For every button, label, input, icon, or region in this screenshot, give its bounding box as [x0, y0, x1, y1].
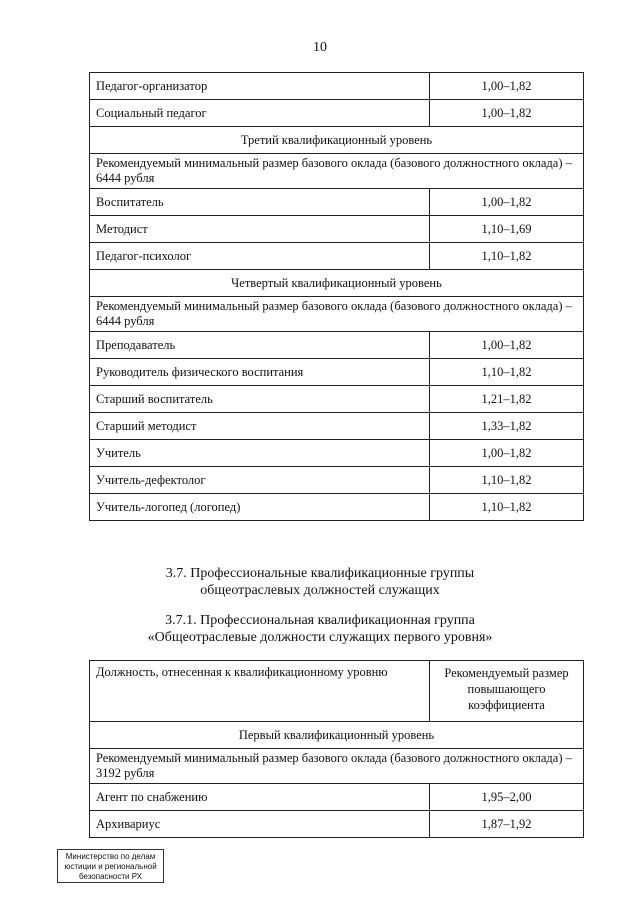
- table-row: [90, 494, 584, 521]
- table-row: [90, 359, 584, 386]
- table-row: [90, 413, 584, 440]
- coefficient-table-2: [89, 660, 584, 838]
- position-name: Старший воспитатель: [90, 386, 430, 413]
- position-name: Учитель-логопед (логопед): [90, 494, 430, 521]
- coefficient-value: 1,00–1,82: [430, 100, 584, 127]
- base-salary-note: Рекомендуемый минимальный размер базового оклада (базового должностного оклада) – 6444 рубля: [90, 297, 584, 332]
- coefficient-value: 1,10–1,82: [430, 243, 584, 270]
- level-row: [90, 722, 584, 749]
- level-row: [90, 127, 584, 154]
- position-name: Методист: [90, 216, 430, 243]
- coefficient-table-1: [89, 72, 584, 521]
- table-row: [90, 811, 584, 838]
- table-header-row: [90, 661, 584, 722]
- coefficient-value: 1,00–1,82: [430, 440, 584, 467]
- position-name: Старший методист: [90, 413, 430, 440]
- table-row: [90, 100, 584, 127]
- coefficient-value: 1,21–1,82: [430, 386, 584, 413]
- section-heading-3-7: [0, 565, 640, 599]
- column-header-coefficient: Рекомендуемый размер повышающего коэффициента: [430, 661, 584, 722]
- position-name: Воспитатель: [90, 189, 430, 216]
- salary-note-row: [90, 154, 584, 189]
- qualification-level-heading: Первый квалификационный уровень: [90, 722, 584, 749]
- coefficient-value: 1,00–1,82: [430, 73, 584, 100]
- position-name: Преподаватель: [90, 332, 430, 359]
- base-salary-note: Рекомендуемый минимальный размер базового оклада (базового должностного оклада) – 3192 рубля: [90, 749, 584, 784]
- table-row: [90, 440, 584, 467]
- section-heading-line: 3.7.1. Профессиональная квалификационная группа: [165, 613, 475, 628]
- page-number: 10: [313, 40, 327, 55]
- coefficient-value: 1,00–1,82: [430, 189, 584, 216]
- table-row: [90, 467, 584, 494]
- ministry-stamp: Министерство по делам юстиции и региональной безопасности РХ: [57, 849, 164, 883]
- coefficient-value: 1,87–1,92: [430, 811, 584, 838]
- position-name: Руководитель физического воспитания: [90, 359, 430, 386]
- position-name: Учитель: [90, 440, 430, 467]
- table-row: [90, 216, 584, 243]
- salary-note-row: [90, 297, 584, 332]
- coefficient-value: 1,95–2,00: [430, 784, 584, 811]
- position-name: Агент по снабжению: [90, 784, 430, 811]
- table-row: [90, 243, 584, 270]
- position-name: Педагог-организатор: [90, 73, 430, 100]
- position-name: Учитель-дефектолог: [90, 467, 430, 494]
- level-row: [90, 270, 584, 297]
- salary-note-row: [90, 749, 584, 784]
- position-name: Социальный педагог: [90, 100, 430, 127]
- section-heading-line: общеотраслевых должностей служащих: [200, 583, 440, 598]
- column-header-position: Должность, отнесенная к квалификационному уровню: [90, 661, 430, 722]
- qualification-level-heading: Третий квалификационный уровень: [90, 127, 584, 154]
- coefficient-value: 1,10–1,69: [430, 216, 584, 243]
- table-row: [90, 73, 584, 100]
- section-heading-line: 3.7. Профессиональные квалификационные группы: [165, 566, 475, 581]
- coefficient-value: 1,10–1,82: [430, 359, 584, 386]
- table-row: [90, 784, 584, 811]
- section-heading-line: «Общеотраслевые должности служащих первого уровня»: [147, 630, 493, 645]
- table-row: [90, 189, 584, 216]
- table-row: [90, 332, 584, 359]
- coefficient-value: 1,33–1,82: [430, 413, 584, 440]
- qualification-level-heading: Четвертый квалификационный уровень: [90, 270, 584, 297]
- base-salary-note: Рекомендуемый минимальный размер базового оклада (базового должностного оклада) – 6444 рубля: [90, 154, 584, 189]
- coefficient-value: 1,10–1,82: [430, 494, 584, 521]
- section-heading-3-7-1: [0, 612, 640, 646]
- coefficient-value: 1,10–1,82: [430, 467, 584, 494]
- coefficient-value: 1,00–1,82: [430, 332, 584, 359]
- table-row: [90, 386, 584, 413]
- position-name: Педагог-психолог: [90, 243, 430, 270]
- position-name: Архивариус: [90, 811, 430, 838]
